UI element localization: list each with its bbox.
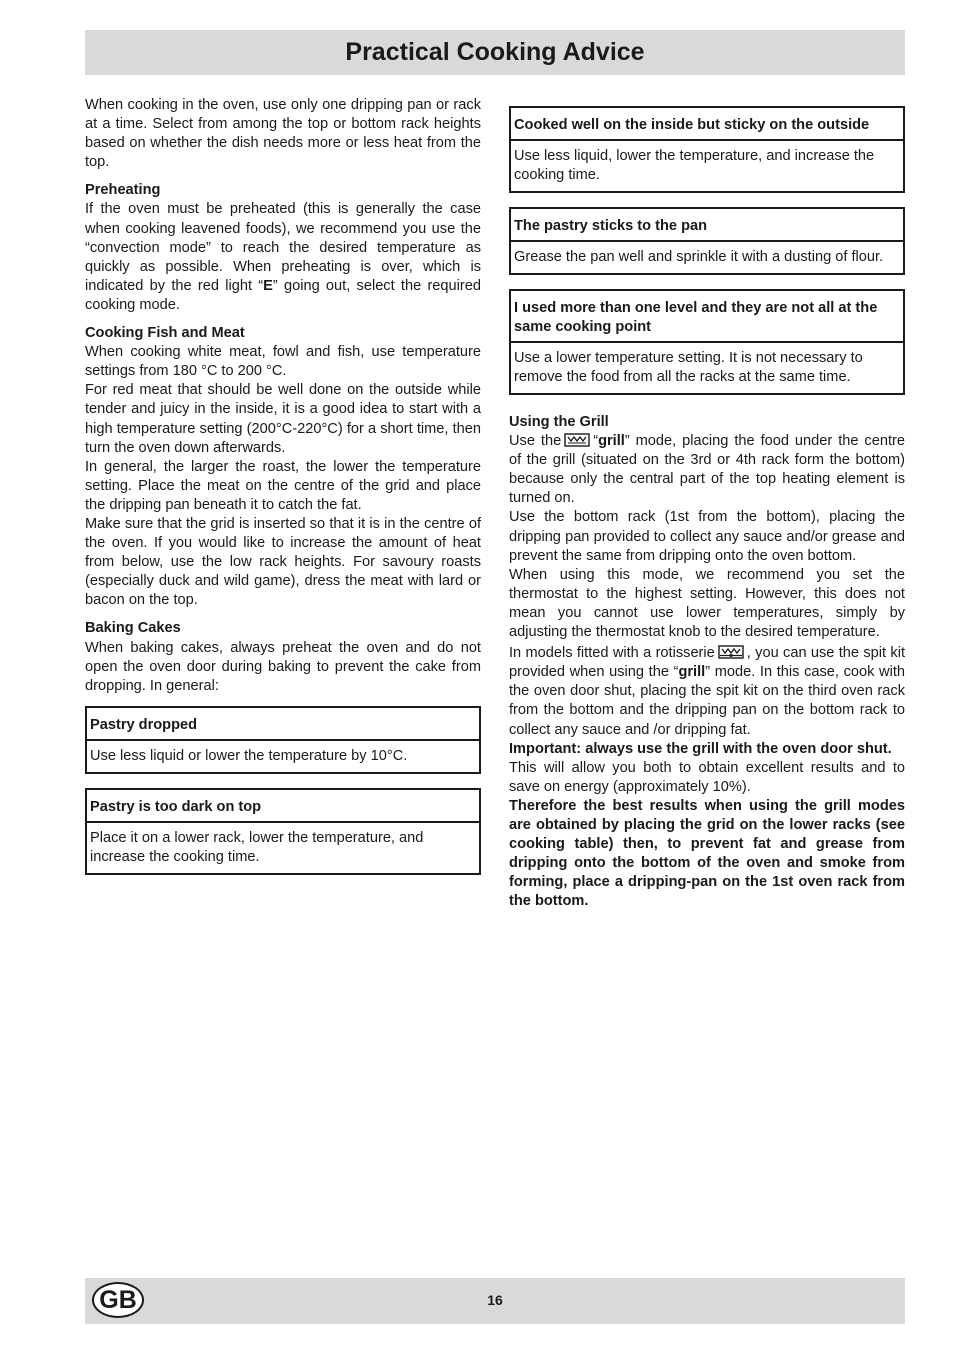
grill-important: Important: always use the grill with the oven door shut. This will allow you both to obtain excellent results and to save on energy (approximately 10%). [509,740,905,795]
tip-box [509,207,905,275]
page-title: Practical Cooking Advice [345,38,645,66]
fish-meat-p1: When cooking white meat, fowl and fish, use temperature settings from 180 °C to 200 °C. [85,344,481,380]
left-column [85,96,481,889]
tip-box [509,289,905,395]
grill-p3: When using this mode, we recommend you set the thermostat to the highest setting. However, this does not mean you cannot use lower temperatures, simply by adjusting the thermostat knob to the desired temperature. [509,566,905,641]
tip-problem: Cooked well on the inside but sticky on the outside [511,108,903,141]
footer-bar [85,1278,905,1324]
intro-paragraph: When cooking in the oven, use only one dripping pan or rack at a time. Select from among the top or bottom rack heights based on whether the dish needs more or less heat from the top. [85,97,481,171]
tip-box [85,706,481,774]
title-bar [85,30,905,75]
fish-meat-p3: In general, the larger the roast, the lower the temperature setting. Place the meat on the centre of the grid and place the dripping pan beneath it to catch the fat. [85,458,481,513]
tip-problem: Pastry dropped [87,708,479,741]
grill-final-note: Therefore the best results when using the grill modes are obtained by placing the grid on the lower racks (see cooking table) then, to prevent fat and grease from dripping onto the bottom of the oven and smoke from forming, place a dripping-pan on the 1st oven rack from the bottom. [509,797,905,910]
grill-icon [564,433,590,447]
grill-p4: In models fitted with a rotisserie , you can use the spit kit provided when using the “grill” mode. In this case, cook with the oven door shut, placing the spit kit on the third oven rack from the bottom and the dripping pan on the bottom rack to collect any sauce and /or dripping fat. [509,645,905,738]
fish-meat-heading: Cooking Fish and Meat [85,325,245,342]
tip-box [85,788,481,875]
baking-paragraph: When baking cakes, always preheat the oven and do not open the oven door during baking to prevent the cake from dropping. In general: [85,639,481,694]
red-light-label: E [263,277,273,294]
preheating-heading: Preheating [85,182,161,199]
rotisserie-icon [718,645,744,659]
preheating-paragraph: If the oven must be preheated (this is generally the case when cooking leavened foods), we recommend you use the “convection mode” to reach the desired temperature as quickly as possible. When preheating is over, which is indicated by the red light “E” going out, select the required cooking mode. [85,201,481,313]
grill-heading: Using the Grill [509,414,609,430]
tip-problem: I used more than one level and they are not all at the same cooking point [511,291,903,343]
grill-p2: Use the bottom rack (1st from the bottom), placing the dripping pan provided to collect any sauce and/or grease and prevent the same from dripping onto the oven bottom. [509,509,905,564]
tip-solution: Use less liquid, lower the temperature, and increase the cooking time. [514,148,875,183]
fish-meat-p4: Make sure that the grid is inserted so that it is in the centre of the oven. If you would like to increase the amount of heat from below, use the low rack heights. For savoury roasts (especially duck and wild game), dress the meat with lard or bacon on the top. [85,515,481,609]
language-badge: GB [92,1282,144,1318]
page-number: 16 [487,1292,503,1308]
right-column [509,96,905,911]
tip-problem: The pastry sticks to the pan [511,209,903,242]
tip-solution: Place it on a lower rack, lower the temperature, and increase the cooking time. [90,829,424,865]
fish-meat-p2: For red meat that should be well done on the outside while tender and juicy in the inside, it is a good idea to start with a high temperature setting (200°C-220°C) for a short time, then turn the oven down afterwards. [85,382,481,456]
tip-solution: Use a lower temperature setting. It is not necessary to remove the food from all the racks at the same time. [514,350,863,385]
grill-p1: Use the “grill” mode, placing the food under the centre of the grill (situated on the 3rd or 4th rack form the bottom) because only the central part of the top heating element is turned on. [509,433,905,507]
tip-problem: Pastry is too dark on top [87,790,479,823]
tip-solution: Use less liquid or lower the temperature by 10°C. [90,747,408,764]
baking-heading: Baking Cakes [85,620,181,637]
tip-box [509,106,905,193]
tip-solution: Grease the pan well and sprinkle it with a dusting of flour. [514,249,884,265]
